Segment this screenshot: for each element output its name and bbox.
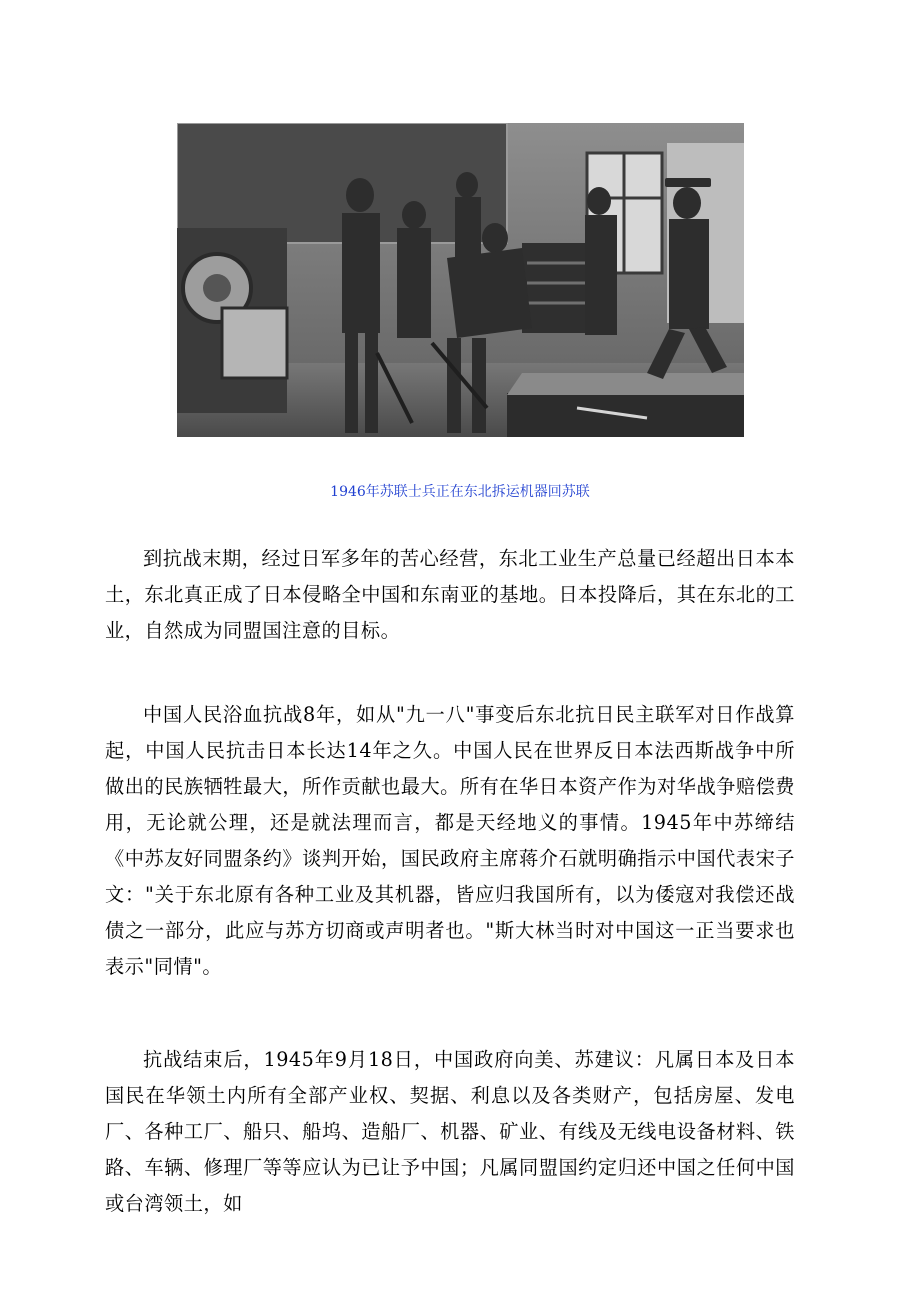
- photo-illustration: [177, 123, 744, 437]
- paragraph: 抗战结束后，1945年9月18日，中国政府向美、苏建议：凡属日本及日本国民在华领土内所有全部产业权、契据、利息以及各类财产，包括房屋、发电厂、各种工厂、船只、船坞、造船厂、机器、矿业、有线及无线电设备材料、铁路、车辆、修理厂等等应认为已让予中国；凡属同盟国约定归还中国之任何中国或台湾领土，如: [105, 1048, 795, 1215]
- photo-caption: 1946年苏联士兵正在东北拆运机器回苏联: [330, 484, 590, 500]
- historical-photo: [177, 123, 744, 437]
- paragraph: 中国人民浴血抗战8年，如从"九一八"事变后东北抗日民主联军对日作战算起，中国人民抗击日本长达14年之久。中国人民在世界反日本法西斯战争中所做出的民族牺牲最大，所作贡献也最大。所有在华日本资产作为对华战争赔偿费用，无论就公理，还是就法理而言，都是天经地义的事情。1945年中苏缔结《中苏友好同盟条约》谈判开始，国民政府主席蒋介石就明确指示中国代表宋子文："关于东北原有各种工业及其机器，皆应归我国所有，以为倭寇对我偿还战债之一部分，此应与苏方切商或声明者也。"斯大林当时对中国这一正当要求也表示"同情"。: [105, 703, 795, 978]
- paragraph: 到抗战末期，经过日军多年的苦心经营，东北工业生产总量已经超出日本本土，东北真正成了日本侵略全中国和东南亚的基地。日本投降后，其在东北的工业，自然成为同盟国注意的目标。: [105, 547, 795, 642]
